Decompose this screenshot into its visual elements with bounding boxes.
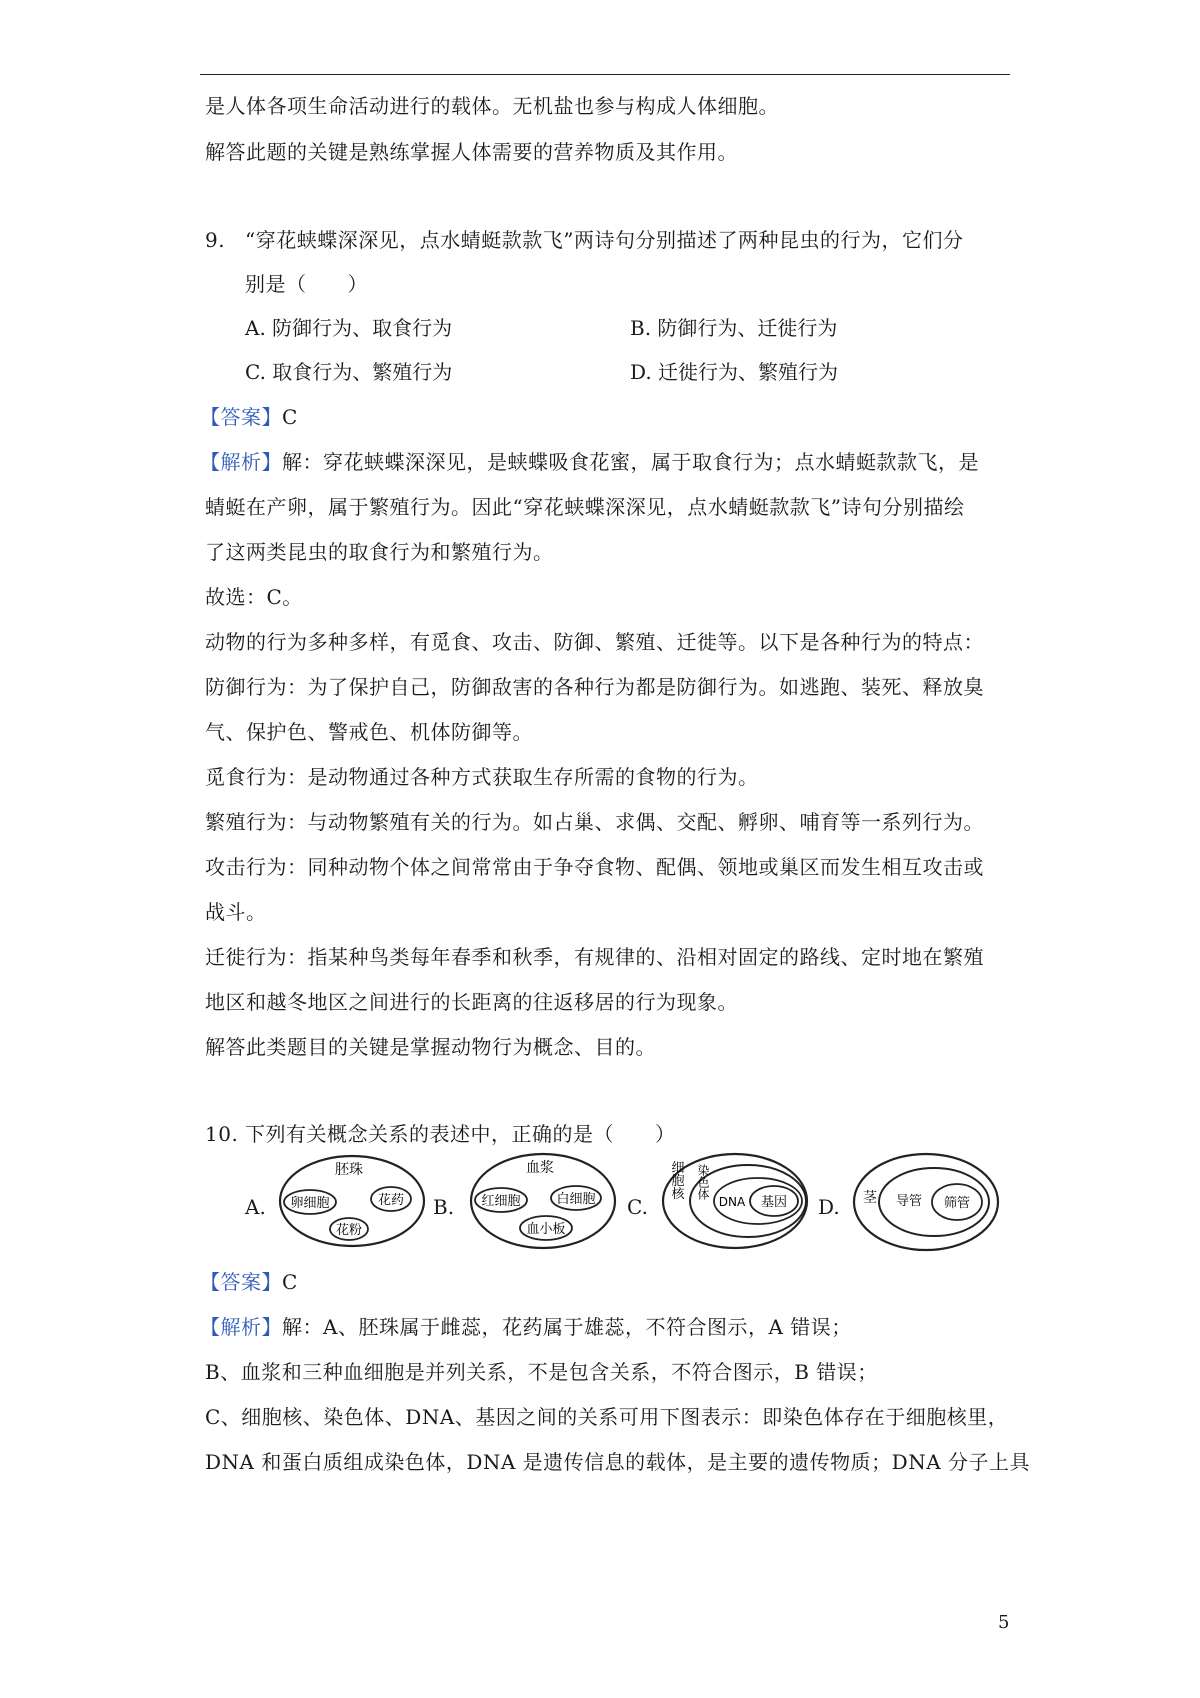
q9-analysis-line: 迁徙行为：指某种鸟类每年春季和秋季，有规律的、沿相对固定的路线、定时地在繁殖 [205, 945, 984, 969]
q10-stem: 下列有关概念关系的表述中，正确的是（ ） [245, 1122, 676, 1146]
page-number: 5 [998, 1612, 1010, 1633]
q10-label-d: D. [818, 1195, 840, 1219]
header-rule [200, 74, 1010, 75]
q10-label-c: C. [627, 1195, 648, 1219]
q9-option-a: A. 防御行为、取食行为 [245, 316, 453, 340]
q9-analysis-line: 动物的行为多种多样，有觅食、攻击、防御、繁殖、迁徙等。以下是各种行为的特点： [205, 630, 984, 654]
q9-analysis-line1 [200, 448, 979, 476]
q9-option-c: C. 取食行为、繁殖行为 [245, 360, 453, 384]
answer-tag: 【答案】 [200, 405, 282, 429]
q9-analysis-line: 了这两类昆虫的取食行为和繁殖行为。 [205, 540, 554, 564]
q9-stem-line2: 别是（ ） [245, 272, 368, 296]
analysis-tag: 【解析】 [200, 1315, 282, 1339]
q9-analysis-line: 攻击行为：同种动物个体之间常常由于争夺食物、配偶、领地或巢区而发生相互攻击或 [205, 855, 984, 879]
diagram-a-outer-label: 胚珠 [335, 1162, 363, 1178]
diagram-b [468, 1150, 618, 1252]
diagram-d-mid-label: 导管 [895, 1194, 923, 1209]
diagram-a [277, 1152, 427, 1250]
answer-value: C [282, 405, 298, 429]
diagram-d-inner-label: 筛管 [943, 1196, 971, 1211]
analysis-tag: 【解析】 [200, 450, 282, 474]
q9-analysis-line: 故选：C。 [205, 585, 303, 609]
q9-option-d: D. 迁徙行为、繁殖行为 [630, 360, 839, 384]
q10-number: 10. [205, 1122, 239, 1146]
diagram-c-inner-label: DNA [718, 1195, 746, 1209]
diagram-a-right-label: 花药 [377, 1193, 405, 1208]
diagram-b-outer-label: 血浆 [526, 1160, 554, 1176]
q9-analysis-line: 蜻蜓在产卵，属于繁殖行为。因此“穿花蛱蝶深深见，点水蜻蜓款款飞”诗句分别描绘 [205, 495, 965, 519]
q10-analysis-line1 [200, 1313, 852, 1341]
q10-analysis-line: DNA 和蛋白质组成染色体，DNA 是遗传信息的载体，是主要的遗传物质；DNA 分子上具 [205, 1450, 1031, 1474]
text-line: 解答此题的关键是熟练掌握人体需要的营养物质及其作用。 [205, 140, 738, 164]
q9-analysis-line: 地区和越冬地区之间进行的长距离的往返移居的行为现象。 [205, 990, 738, 1014]
answer-tag: 【答案】 [200, 1270, 282, 1294]
diagram-a-bottom-label: 花粉 [335, 1223, 363, 1238]
q10-analysis-line: C、细胞核、染色体、DNA、基因之间的关系可用下图表示：即染色体存在于细胞核里， [205, 1405, 1009, 1429]
q9-analysis-line: 解答此类题目的关键是掌握动物行为概念、目的。 [205, 1035, 656, 1059]
q9-analysis-line: 防御行为：为了保护自己，防御敌害的各种行为都是防御行为。如逃跑、装死、释放臭 [205, 675, 984, 699]
q9-analysis-line: 战斗。 [205, 900, 267, 924]
diagram-a-left-label: 卵细胞 [290, 1196, 330, 1211]
diagram-c-core-label: 基因 [760, 1195, 788, 1210]
diagram-c-mid-label: 染色体 [696, 1164, 710, 1200]
q10-answer [200, 1268, 298, 1296]
diagram-c [660, 1150, 810, 1252]
answer-value: C [282, 1270, 298, 1294]
diagram-b-right-label: 白细胞 [556, 1192, 596, 1207]
text-line: 是人体各项生命活动进行的载体。无机盐也参与构成人体细胞。 [205, 94, 779, 118]
diagram-b-left-label: 红细胞 [481, 1194, 521, 1209]
q9-number: 9. [205, 228, 226, 252]
diagram-b-bottom-label: 血小板 [526, 1222, 566, 1237]
diagram-d-outer-label: 茎 [863, 1190, 877, 1206]
q9-analysis-line: 繁殖行为：与动物繁殖有关的行为。如占巢、求偶、交配、孵卵、哺育等一系列行为。 [205, 810, 984, 834]
diagram-d [850, 1150, 1002, 1254]
q10-analysis-line: B、血浆和三种血细胞是并列关系，不是包含关系，不符合图示，B 错误； [205, 1360, 878, 1384]
analysis-text: 解：A、胚珠属于雌蕊，花药属于雄蕊，不符合图示，A 错误； [282, 1315, 852, 1339]
q10-label-a: A. [245, 1195, 266, 1219]
diagram-c-outer-label: 细胞核 [668, 1160, 684, 1200]
q9-stem-line1: “穿花蛱蝶深深见，点水蜻蜓款款飞”两诗句分别描述了两种昆虫的行为，它们分 [245, 228, 964, 252]
q9-option-b: B. 防御行为、迁徙行为 [630, 316, 838, 340]
q9-analysis-line: 气、保护色、警戒色、机体防御等。 [205, 720, 533, 744]
q10-label-b: B. [433, 1195, 455, 1219]
analysis-text: 解：穿花蛱蝶深深见，是蛱蝶吸食花蜜，属于取食行为；点水蜻蜓款款飞，是 [282, 450, 979, 474]
q9-analysis-line: 觅食行为：是动物通过各种方式获取生存所需的食物的行为。 [205, 765, 759, 789]
q9-answer [200, 403, 298, 431]
